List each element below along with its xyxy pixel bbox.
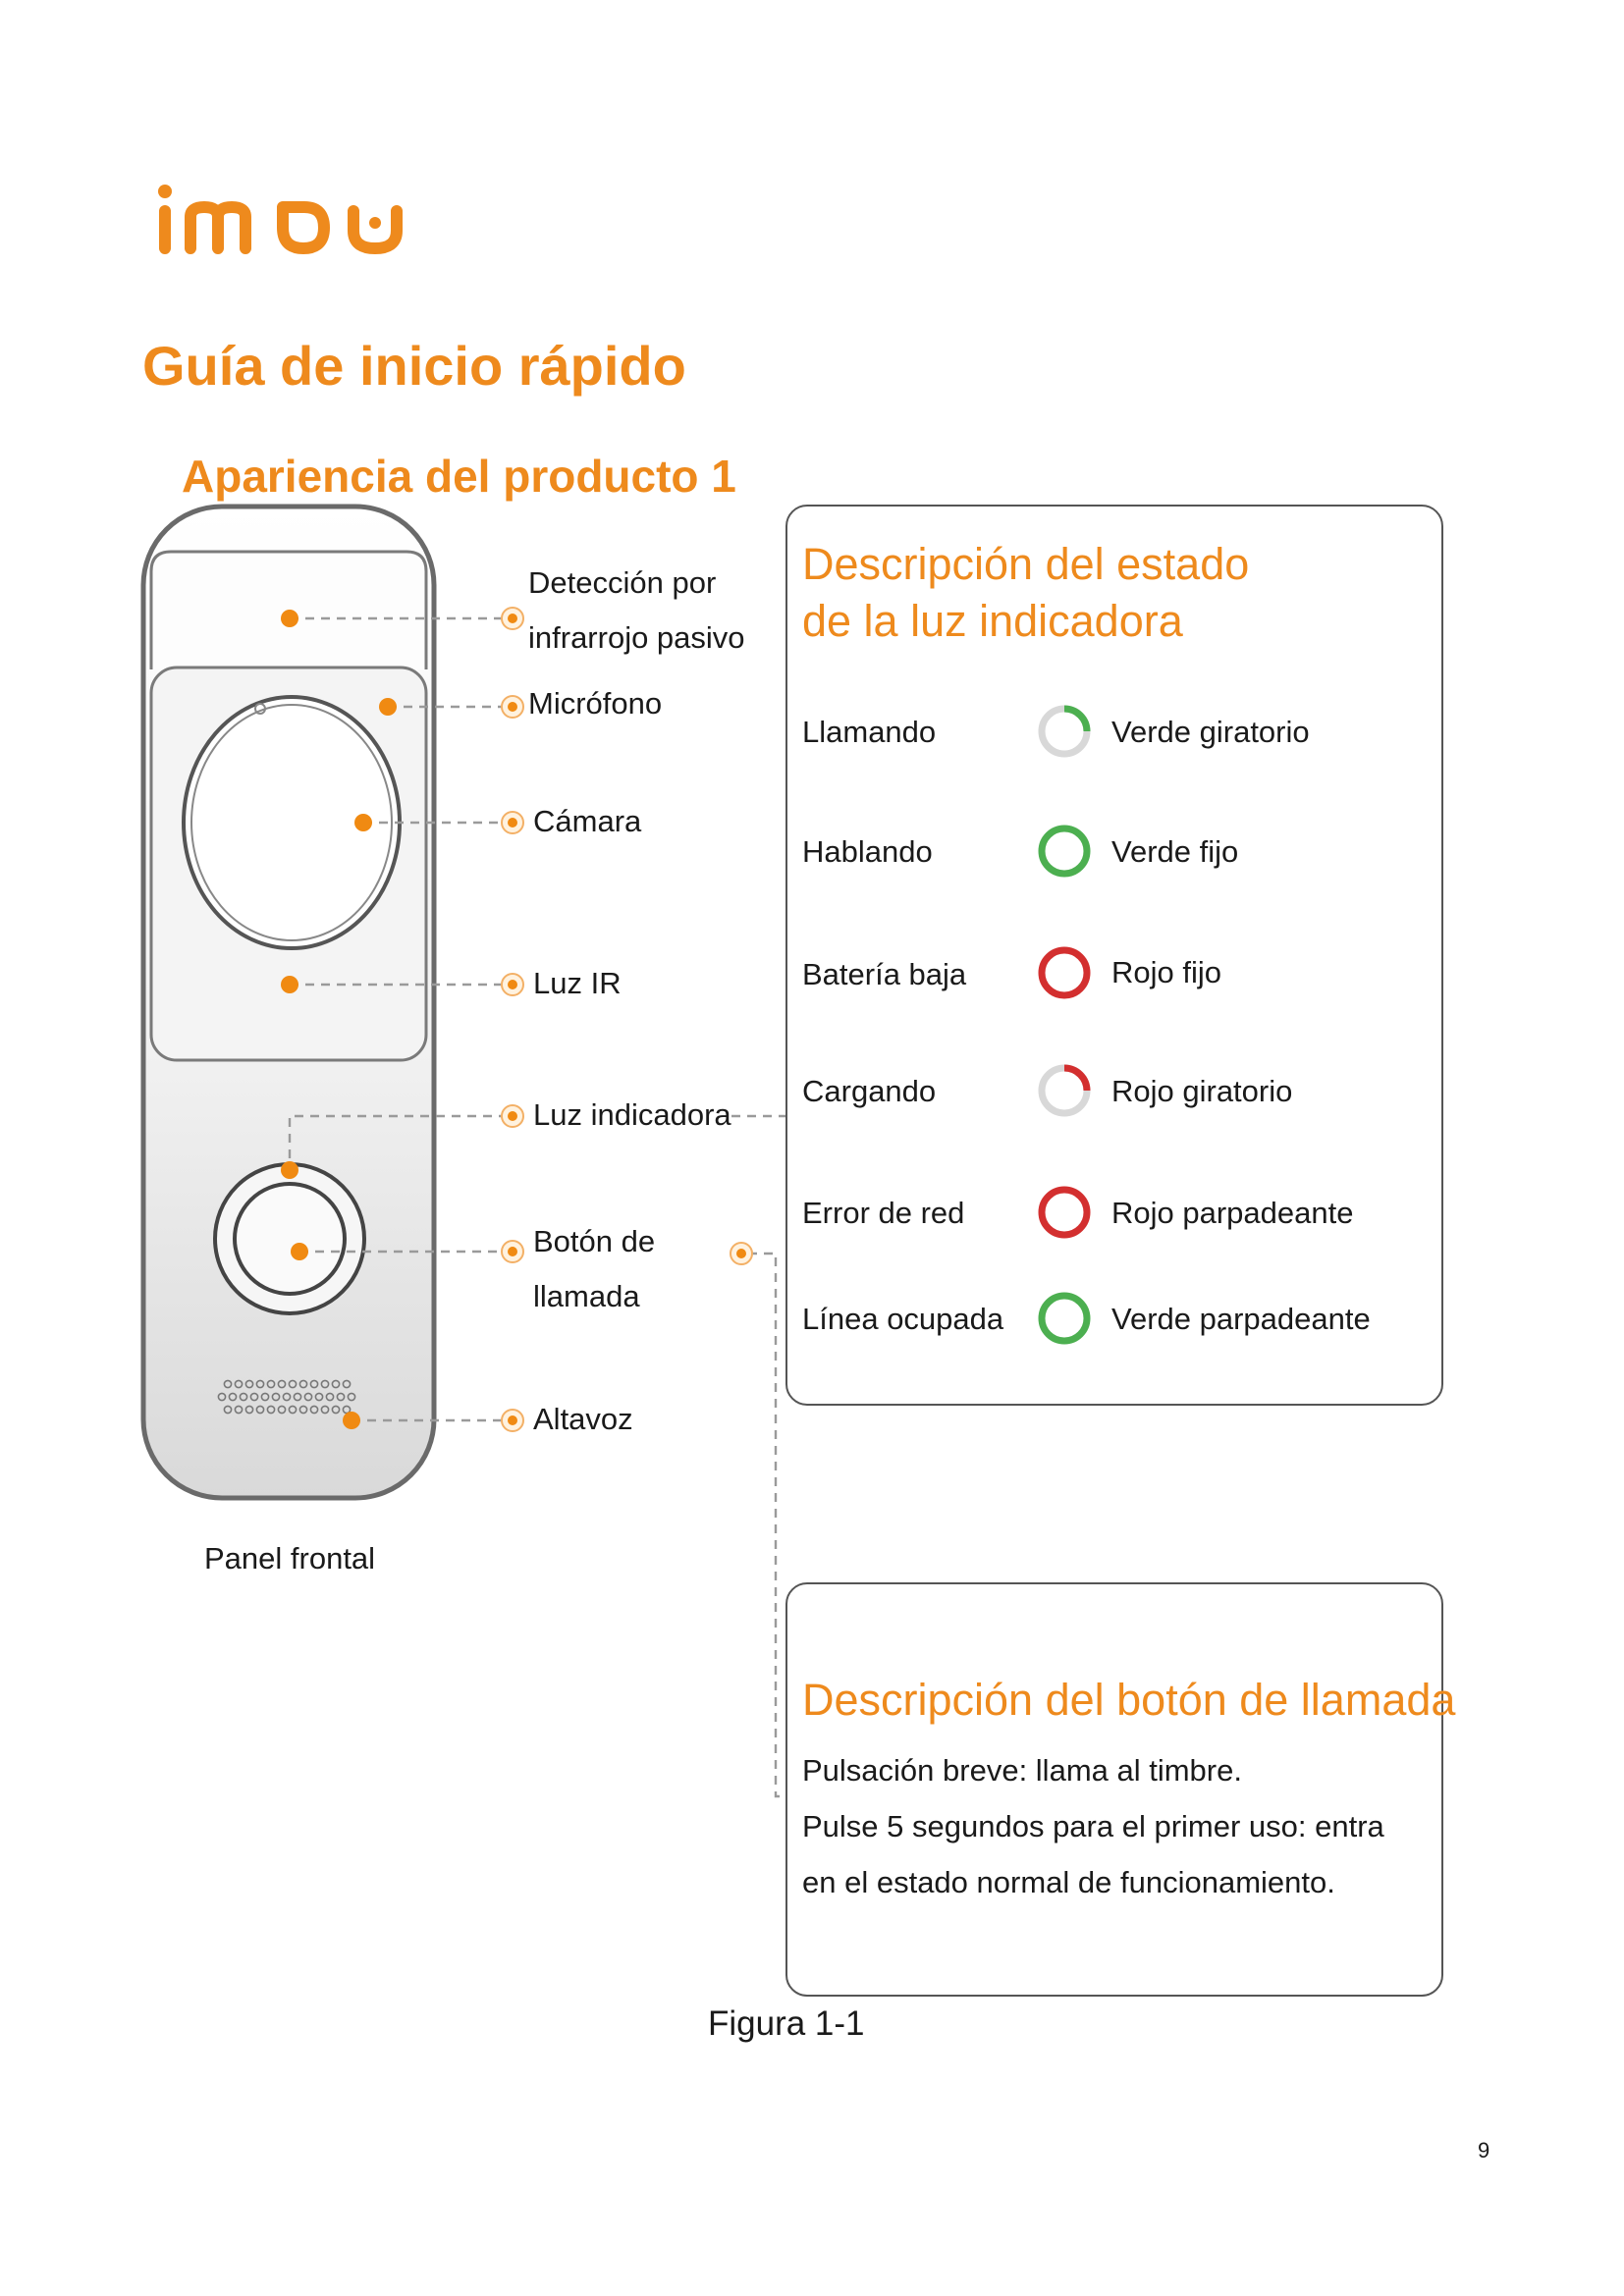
callout-pir: Detección por infrarrojo pasivo [528,565,745,655]
device-top-panel [151,552,426,669]
status-ring-icon [1036,1062,1093,1124]
status-ring-icon [1036,823,1093,884]
callout-indicator-light: Luz indicadora [533,1097,731,1132]
callout-call-button: Botón de llamada [533,1224,656,1313]
call-box-text: Pulsación breve: llama al timbre. Pulse 5 segundos para el primer uso: entra en el estado normal de funcionamiento. [802,1753,1384,1899]
doorbell-front-illustration [137,503,452,1504]
call-button-inner [235,1184,345,1294]
callout-microphone: Micrófono [528,686,663,721]
status-description: Rojo fijo [1111,955,1221,989]
status-state: Error de red [802,1196,965,1230]
status-ring-icon [1036,1290,1093,1352]
callout-camera: Cámara [533,804,642,838]
camera-lens [184,697,400,948]
figure-caption: Figura 1-1 [708,2004,865,2043]
status-ring-icon [1036,703,1093,765]
status-ring-icon [1036,1184,1093,1246]
status-state: Llamando [802,715,937,749]
call-button-box [785,1582,1456,1997]
status-state: Línea ocupada [802,1302,1004,1336]
status-description: Rojo giratorio [1111,1074,1293,1108]
status-state: Hablando [802,834,933,869]
status-description: Verde giratorio [1111,715,1310,749]
call-box-title: Descripción del botón de llamada [802,1675,1456,1725]
callout-speaker: Altavoz [533,1402,633,1436]
status-state: Batería baja [802,957,967,991]
status-state: Cargando [802,1074,937,1108]
page-number: 9 [1478,2138,1490,2163]
status-description: Verde parpadeante [1111,1302,1371,1336]
status-ring-icon [1036,944,1093,1006]
imou-logo [157,172,412,260]
indicator-status-box [785,505,1443,1406]
status-description: Verde fijo [1111,834,1239,869]
front-panel-label: Panel frontal [204,1541,376,1575]
page-title: Guía de inicio rápido [142,335,686,397]
indicator-box-title: Descripción del estado de la luz indicadora [802,539,1250,646]
callout-ir-light: Luz IR [533,966,622,1000]
status-description: Rojo parpadeante [1111,1196,1354,1230]
section-title: Apariencia del producto 1 [182,451,736,502]
